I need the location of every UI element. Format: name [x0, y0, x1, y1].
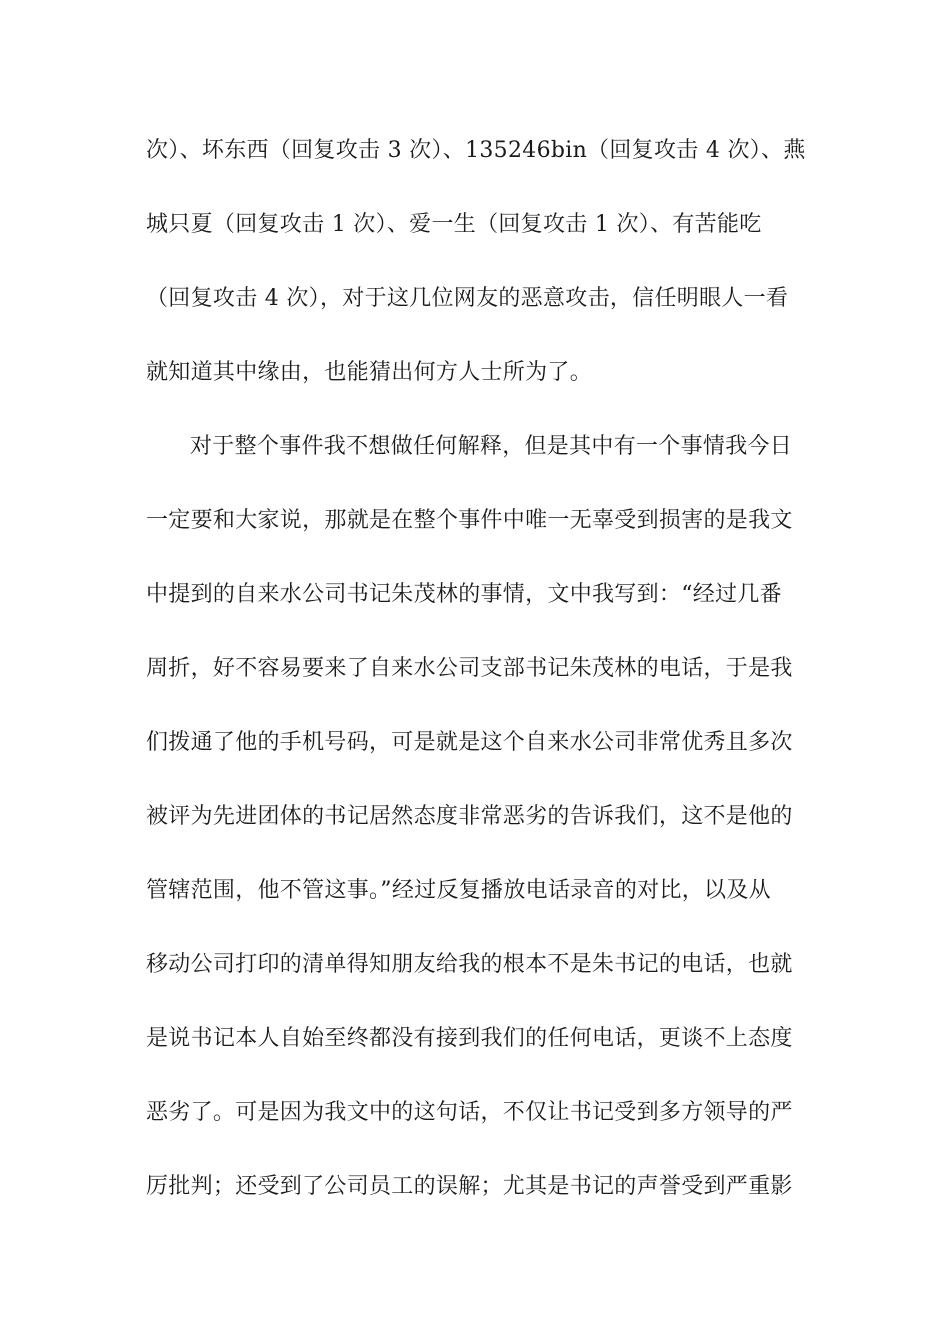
text-line: 城只夏（回复攻击 1 次）、爱一生（回复攻击 1 次）、有苦能吃 [146, 212, 762, 237]
text-line: 中提到的自来水公司书记朱茂林的事情，文中我写到：“经过几番 [146, 582, 782, 607]
text-line: 周折，好不容易要来了自来水公司支部书记朱茂林的电话，于是我 [146, 656, 793, 681]
text-line: （回复攻击 4 次），对于这几位网友的恶意攻击，信任明眼人一看 [146, 286, 789, 311]
text-line: 恶劣了。可是因为我文中的这句话，不仅让书记受到多方领导的严 [146, 1100, 793, 1125]
text-line: 就知道其中缘由，也能猜出何方人士所为了。 [146, 360, 593, 385]
body-text [146, 130, 811, 1240]
text-line: 次）、坏东西（回复攻击 3 次）、135246bin（回复攻击 4 次）、燕 [146, 138, 806, 163]
text-line: 被评为先进团体的书记居然态度非常恶劣的告诉我们，这不是他的 [146, 804, 793, 829]
text-line: 一定要和大家说，那就是在整个事件中唯一无辜受到损害的是我文 [146, 508, 793, 533]
text-line: 移动公司打印的清单得知朋友给我的根本不是朱书记的电话，也就 [146, 952, 793, 977]
text-line: 是说书记本人自始至终都没有接到我们的任何电话，更谈不上态度 [146, 1026, 793, 1051]
text-line: 厉批判；还受到了公司员工的误解；尤其是书记的声誉受到严重影 [146, 1174, 793, 1199]
text-line: 们拨通了他的手机号码，可是就是这个自来水公司非常优秀且多次 [146, 730, 793, 755]
text-line: 管辖范围，他不管这事。”经过反复播放电话录音的对比，以及从 [146, 878, 771, 903]
paragraph-start-line: 对于整个事件我不想做任何解释，但是其中有一个事情我今日 [190, 434, 793, 459]
